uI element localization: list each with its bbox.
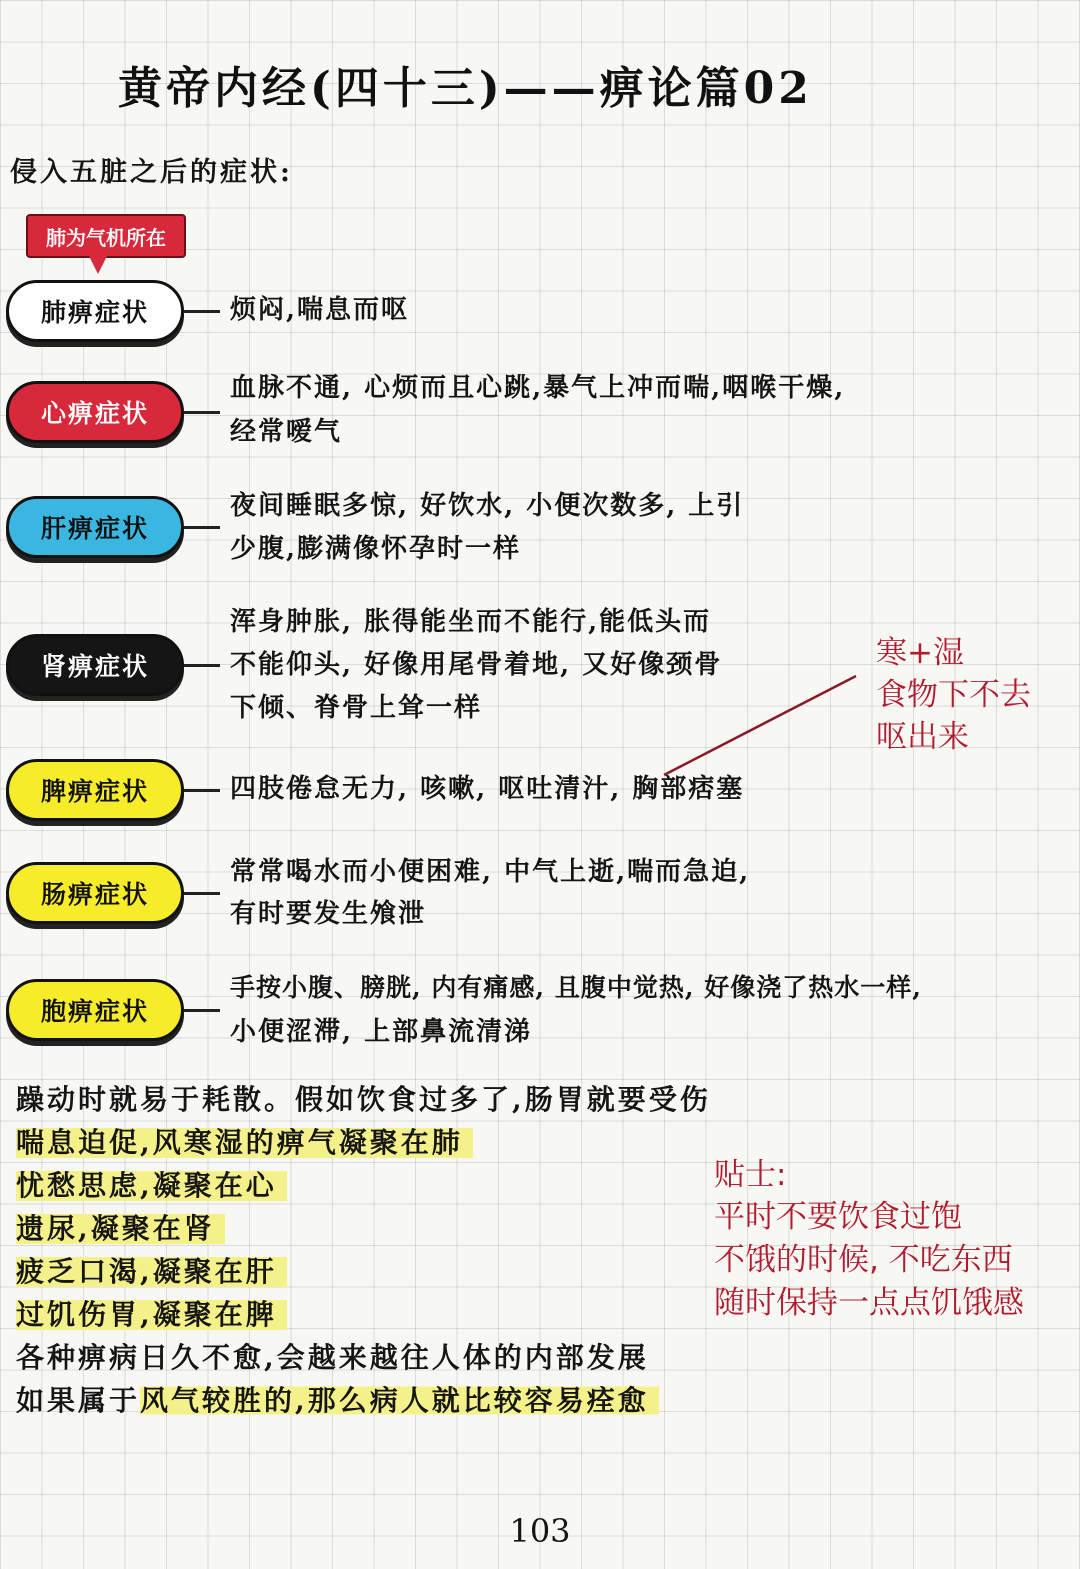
symptom-bladder-1: 手按小腹、膀胱, 内有痛感, 且腹中觉热, 好像浇了热水一样, xyxy=(230,973,922,1002)
pill-liver: 肝痹症状 xyxy=(6,496,184,558)
body-line-2: 喘息迫促,风寒湿的痹气凝聚在肺 xyxy=(16,1125,473,1161)
pill-lung: 肺痹症状 xyxy=(6,280,184,342)
tips-line-1: 平时不要饮食过饱 xyxy=(714,1199,962,1235)
callout-label: 肺为气机所在 xyxy=(26,214,186,258)
pill-heart: 心痹症状 xyxy=(6,381,184,443)
body-line-5: 疲乏口渴,凝聚在肝 xyxy=(16,1254,287,1290)
symptom-lung-1: 烦闷,喘息而呕 xyxy=(230,295,410,325)
note-spleen-3: 呕出来 xyxy=(876,719,969,755)
symptom-kidney-3: 下倾、脊骨上耸一样 xyxy=(230,693,483,723)
body-line-8-highlight: 风气较胜的,那么病人就比较容易痊愈 xyxy=(140,1384,659,1417)
symptom-bladder-2: 小便涩滞, 上部鼻流清涕 xyxy=(230,1017,533,1047)
symptom-liver-1: 夜间睡眠多惊, 好饮水, 小便次数多, 上引 xyxy=(230,491,745,521)
body-line-1: 躁动时就易于耗散。假如饮食过多了,肠胃就要受伤 xyxy=(16,1083,711,1116)
section-subtitle: 侵入五脏之后的症状: xyxy=(10,157,293,188)
tips-heading: 贴士: xyxy=(714,1157,787,1193)
tips-line-3: 随时保持一点点饥饿感 xyxy=(714,1285,1024,1321)
body-line-3: 忧愁思虑,凝聚在心 xyxy=(16,1168,287,1204)
symptom-liver-2: 少腹,膨满像怀孕时一样 xyxy=(230,534,522,564)
page-title: 黄帝内经(四十三)——痹论篇02 xyxy=(118,63,813,114)
symptom-heart-1: 血脉不通, 心烦而且心跳,暴气上冲而喘,咽喉干燥, xyxy=(230,373,846,403)
page-number: 103 xyxy=(509,1512,571,1550)
pill-intestine: 肠痹症状 xyxy=(6,862,184,924)
symptom-kidney-2: 不能仰头, 好像用尾骨着地, 又好像颈骨 xyxy=(230,650,723,680)
body-line-8 xyxy=(16,1383,659,1419)
body-line-4: 遗尿,凝聚在肾 xyxy=(16,1211,225,1247)
tips-line-2: 不饿的时候, 不吃东西 xyxy=(714,1242,1013,1278)
body-line-7: 各种痹病日久不愈,会越来越往人体的内部发展 xyxy=(16,1341,649,1374)
pill-kidney: 肾痹症状 xyxy=(6,634,184,696)
symptom-spleen-1: 四肢倦怠无力, 咳嗽, 呕吐清汁, 胸部痞塞 xyxy=(230,774,745,804)
note-spleen-1: 寒+湿 xyxy=(876,635,964,671)
pill-bladder: 胞痹症状 xyxy=(6,979,184,1041)
pill-spleen: 脾痹症状 xyxy=(6,759,184,821)
symptom-intestine-1: 常常喝水而小便困难, 中气上逝,喘而急迫, xyxy=(230,857,751,887)
note-spleen-2: 食物下不去 xyxy=(876,677,1031,713)
body-line-6: 过饥伤胃,凝聚在脾 xyxy=(16,1297,287,1333)
symptom-heart-2: 经常嗳气 xyxy=(230,417,343,447)
body-line-8-plain: 如果属于 xyxy=(16,1384,141,1417)
symptom-kidney-1: 浑身肿胀, 胀得能坐而不能行,能低头而 xyxy=(230,607,712,637)
symptom-intestine-2: 有时要发生飧泄 xyxy=(230,899,427,929)
